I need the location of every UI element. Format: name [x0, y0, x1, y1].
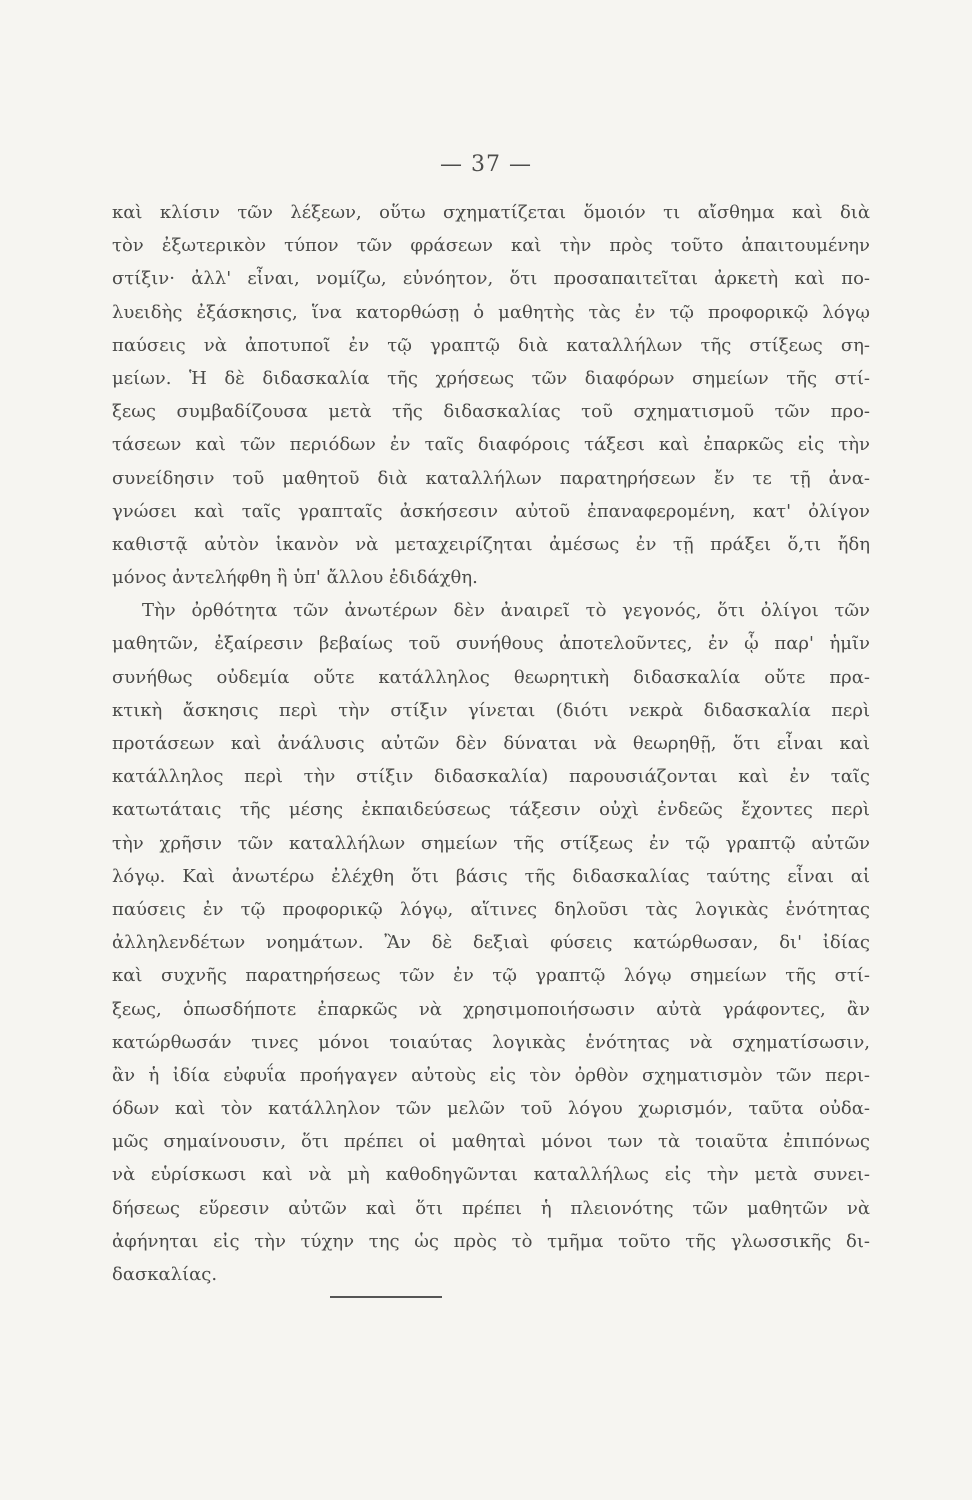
text-line: μείων. Ἡ δὲ διδασκαλία τῆς χρήσεως τῶν διαφόρων σημείων τῆς στί- — [112, 367, 870, 389]
text-line: Τὴν ὀρθότητα τῶν ἀνωτέρων δὲν ἀναιρεῖ τὸ γεγονός, ὅτι ὀλίγοι τῶν — [142, 600, 870, 622]
text-line: καθιστᾷ αὐτὸν ἱκανὸν νὰ μεταχειρίζηται ἀμέσως ἐν τῇ πράξει ὅ,τι ἤδη — [112, 533, 870, 555]
text-line: καὶ συχνῆς παρατηρήσεως τῶν ἐν τῷ γραπτῷ λόγῳ σημείων τῆς στί- — [112, 965, 870, 987]
text-line: λυειδὴς ἐξάσκησις, ἵνα κατορθώσῃ ὁ μαθητὴς τὰς ἐν τῷ προφορικῷ λόγῳ — [112, 301, 870, 323]
body-text — [112, 196, 870, 1291]
text-line: όδων καὶ τὸν κατάλληλον τῶν μελῶν τοῦ λόγου χωρισμόν, ταῦτα οὐδα- — [112, 1098, 870, 1120]
text-line: τὸν ἐξωτερικὸν τύπον τῶν φράσεων καὶ τὴν πρὸς τοῦτο ἀπαιτουμένην — [112, 235, 870, 257]
text-line: κατωτάταις τῆς μέσης ἐκπαιδεύσεως τάξεσιν οὐχὶ ἐνδεῶς ἔχοντες περὶ — [112, 799, 870, 821]
text-line: στίξιν· ἀλλ' εἶναι, νομίζω, εὐνόητον, ὅτι προσαπαιτεῖται ἀρκετὴ καὶ πο- — [112, 268, 870, 290]
text-line: μῶς σημαίνουσιν, ὅτι πρέπει οἱ μαθηταὶ μόνοι των τὰ τοιαῦτα ἐπιπόνως — [112, 1131, 870, 1153]
text-line: ἀφήνηται εἰς τὴν τύχην της ὡς πρὸς τὸ τμῆμα τοῦτο τῆς γλωσσικῆς δι- — [112, 1230, 870, 1252]
text-line: κτικὴ ἄσκησις περὶ τὴν στίξιν γίνεται (διότι νεκρὰ διδασκαλία περὶ — [112, 699, 870, 721]
text-line: προτάσεων καὶ ἀνάλυσις αὐτῶν δὲν δύναται νὰ θεωρηθῇ, ὅτι εἶναι καὶ — [112, 733, 870, 754]
text-line: καὶ κλίσιν τῶν λέξεων, οὕτω σχηματίζεται ὅμοιόν τι αἴσθημα καὶ διὰ — [112, 202, 870, 223]
text-line: γνώσει καὶ ταῖς γραπταῖς ἀσκήσεσιν αὐτοῦ ἐπαναφερομένη, κατ' ὀλίγον — [112, 500, 870, 522]
text-line: μαθητῶν, ἐξαίρεσιν βεβαίως τοῦ συνήθους ἀποτελοῦντες, ἐν ᾧ παρ' ἡμῖν — [112, 633, 870, 655]
page-number: — 37 — — [440, 152, 532, 177]
text-line: κατώρθωσάν τινες μόνοι τοιαύτας λογικὰς ἑνότητας νὰ σχηματίσωσιν, — [112, 1031, 870, 1053]
text-line: λόγῳ. Καὶ ἀνωτέρω ἐλέχθη ὅτι βάσις τῆς διδασκαλίας ταύτης εἶναι αἱ — [112, 865, 870, 887]
text-line: νὰ εὑρίσκωσι καὶ νὰ μὴ καθοδηγῶνται καταλλήλως εἰς τὴν μετὰ συνει- — [112, 1164, 870, 1186]
text-line: τὴν χρῆσιν τῶν καταλλήλων σημείων τῆς στίξεως ἐν τῷ γραπτῷ αὐτῶν — [112, 832, 870, 854]
text-line: μόνος ἀντελήφθη ἢ ὑπ' ἄλλου ἐδιδάχθη. — [112, 567, 478, 589]
text-line: συνείδησιν τοῦ μαθητοῦ διὰ καταλλήλων παρατηρήσεων ἔν τε τῇ ἀνα- — [112, 467, 870, 489]
text-line: ἀλληλενδέτων νοημάτων. Ἂν δὲ δεξιαὶ φύσεις κατώρθωσαν, δι' ἰδίας — [112, 932, 870, 954]
text-line: ἂν ἡ ἰδία εὐφυΐα προήγαγεν αὐτοὺς εἰς τὸν ὀρθὸν σχηματισμὸν τῶν περι- — [112, 1064, 870, 1086]
text-line: ξεως, ὁπωσδήποτε ἐπαρκῶς νὰ χρησιμοποιήσωσιν αὐτὰ γράφοντες, ἂν — [112, 998, 870, 1020]
text-line: παύσεις ἐν τῷ προφορικῷ λόγῳ, αἵτινες δηλοῦσι τὰς λογικὰς ἑνότητας — [112, 898, 870, 920]
text-line: δήσεως εὕρεσιν αὐτῶν καὶ ὅτι πρέπει ἡ πλειονότης τῶν μαθητῶν νὰ — [112, 1197, 870, 1219]
text-line: δασκαλίας. — [112, 1264, 218, 1285]
text-line: κατάλληλος περὶ τὴν στίξιν διδασκαλία) παρουσιάζονται καὶ ἐν ταῖς — [112, 766, 870, 788]
text-line: συνήθως οὐδεμία οὔτε κατάλληλος θεωρητικὴ διδασκαλία οὔτε πρα- — [112, 666, 870, 688]
text-line: παύσεις νὰ ἀποτυποῖ ἐν τῷ γραπτῷ διὰ καταλλήλων τῆς στίξεως ση- — [112, 334, 870, 356]
text-line: τάσεων καὶ τῶν περιόδων ἐν ταῖς διαφόροις τάξεσι καὶ ἐπαρκῶς εἰς τὴν — [112, 434, 870, 456]
end-rule — [330, 1296, 442, 1298]
text-line: ξεως συμβαδίζουσα μετὰ τῆς διδασκαλίας τοῦ σχηματισμοῦ τῶν προ- — [112, 401, 870, 423]
